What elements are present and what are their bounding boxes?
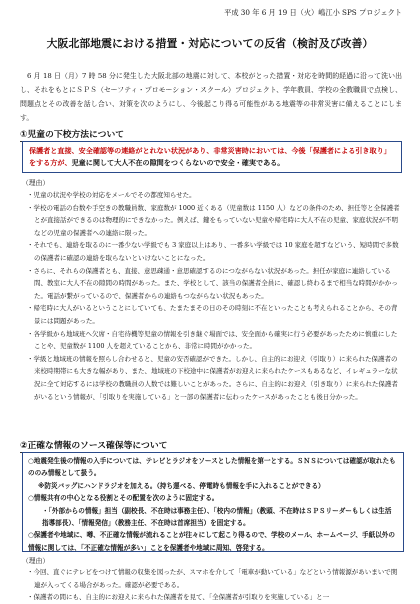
list-item: ・学級と地域班の情報を照らし合わせると、児童の安否確認ができた。しかし、自主的にお迎え（引取り）に来られた保護者の来校時期帯にも大きな幅があり、また、地域班の下校途中に保護者がお迎えに来られたケースもあるなど、イレギュラーな状況に全て対応するには学校の教職員の人数では難しいことがあった。さらに、自主的にお迎え（引き取り）に来られた保護者がいるという情報が、「引取りを実施している」と一部の保護者に伝わったケースがあったことも後日分かった。 xyxy=(27,354,398,401)
section1-summary-box xyxy=(22,141,402,173)
section1-summary-text: 児童に関して大人不在の隙間をつくらないので安全・確実である。 xyxy=(71,158,285,167)
box-row: ○地震発生後の情報の入手については、テレビとラジオをソースとした情報を第一とする。ＳＮＳについては確認が取れたもののみ情報として扱う。 xyxy=(28,457,396,478)
box-row: ○保護者や地域に、噂、不正確な情報が流れることが往々にして起こり得るので、学校のメール、ホームページ、手紙以外の情報に関しては、「不正確な情報が多い」ことを保護者や地域に周知、啓発する。 xyxy=(28,531,395,552)
list-item: ・各学級から地域班へ欠席・自宅待機等児童の情報を引き継ぐ場面では、安全面から確実に行う必要があったために慎重にしたことや、児童数が 1100 人を超えていることから、非常に時間がかかった。 xyxy=(27,329,398,351)
document-title: 大阪北部地震における措置・対応についての反省（検討及び改善） xyxy=(46,37,374,50)
section1-reason-list xyxy=(20,189,400,403)
section2-heading: ②正確な情報のソース確保等について xyxy=(20,438,220,453)
list-item: ・帰宅時に大人がいるということにしていても、たまたまその日のその時刻に不在といったことも考えられることから、その背景には問題があった。 xyxy=(27,304,398,325)
list-item: ・保護者の間にも、自主的にお迎えに来られた保護者を見て、「全保護者が引取りを実施している」と一 xyxy=(27,593,330,602)
section2-summary-box xyxy=(22,452,404,552)
section1-heading: ①児童の下校方法について xyxy=(20,127,200,142)
section2-reason-label: （理由） xyxy=(22,557,50,565)
list-item: ・学校の電話の台数や手空きの教職員数、家庭数が 1000 近くある（児童数は 1150 人）などの条件のため、担任等と全保護者とが直接話ができるのは物理的にできなかった。例えば、鍵をもっていない児童や帰宅時に大人不在の児童、家庭状況が不明などの児童の保護者への連絡に限った。 xyxy=(27,203,400,237)
box-row: ・「外部からの情報」担当（副校長、不在時は事務主任）、「校内の情報」（教頭、不在時はＳＰＳリーダーもしくは生活指導部長）、「情報発信」（教務主任、不在時は首席担当）を固定する。 xyxy=(42,506,392,528)
intro-text: 6 月 18 日（月）7 時 58 分に発生した大阪北部の地震に対して、本校がとった措置・対応を時間的経過に沿って洗い出し、それをもとにＳＰＳ（セーフティ・プロモーション・スクール）プロジェクト、学年教員、学校の全教職員で点検し、問題点とその改善を話し合い、対策を次のようにし、今後起こり得る可能性がある地震等の非常災害に備えることにします。 xyxy=(20,72,402,123)
box-row: ※防災バッグにハンドラジオを加える。（持ち運べる、停電時も情報を手に入れることができる） xyxy=(38,481,325,490)
section1-summary-red: 保護者と直接、安全確認等の連絡がとれない状況があり、非常災害時においては、今後「保護者による引き取り」をする方が、 xyxy=(29,146,391,167)
list-item: ・児童の状況や学校の対応をメールでその都度知らせた。 xyxy=(27,191,196,199)
box-row: ○情報共有の中心となる役割とその配置を次のように固定する。 xyxy=(28,494,219,503)
section1-reason-label: （理由） xyxy=(22,179,50,187)
date-project-line: 平成 30 年 6 月 19 日（火）嶋江小 SPS プロジェクト xyxy=(224,8,402,17)
intro-paragraph xyxy=(20,69,402,125)
list-item: ・さらに、それらの保護者とも、直接、意思疎通・意思確認するのにつながらない状況があった。担任が家庭に連絡している間、教室に大人不在の隙間の時間があった。また、学校として、該当の保護者全員に、確認し終わるまで相当な時間がかかった。電話が繋がっているので、保護者からの連絡もつながらない状況もあった。 xyxy=(27,266,398,300)
list-item: ・今回、直ぐにテレビをつけて情報の収集を図ったが、スマホを介して「電車が動いている」などという情報源があいまいで関連が入ってくる場合があった。確認が必要である。 xyxy=(27,568,398,589)
section2-reason-list xyxy=(20,566,400,604)
list-item: ・それでも、連絡を取るのに一番少ない学級でも 3 家庭以上はあり、一番多い学級では 10 家庭を超すなどいう、短時間で多数の保護者に確認の連絡を取らないといけないことになった。 xyxy=(27,241,399,262)
